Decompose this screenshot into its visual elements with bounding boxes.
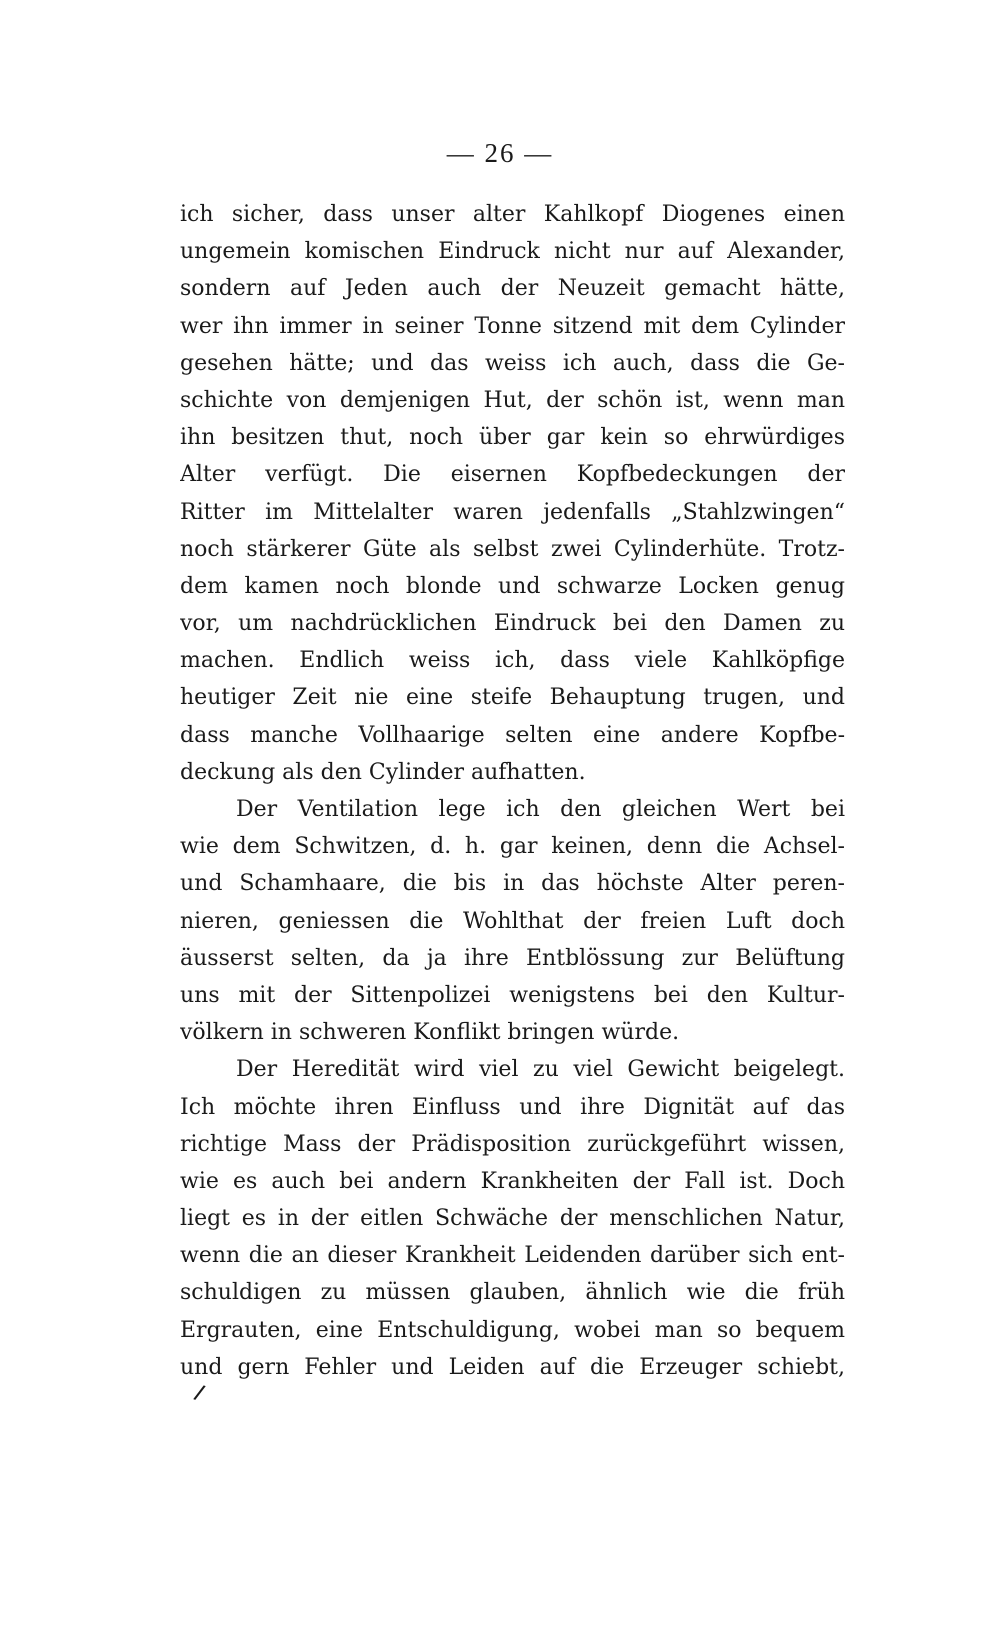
text-line: wenn die an dieser Krankheit Leidenden darüber sich ent- [180, 1243, 845, 1269]
paragraph-end-line: deckung als den Cylinder aufhatten. [180, 759, 586, 785]
stray-mark: / [192, 1379, 208, 1405]
text-line: gesehen hätte; und das weiss ich auch, dass die Ge- [180, 350, 845, 376]
text-line: liegt es in der eitlen Schwäche der menschlichen Natur, [180, 1206, 845, 1232]
text-line: ihn besitzen thut, noch über gar kein so ehrwürdiges [180, 425, 845, 451]
text-line: sondern auf Jeden auch der Neuzeit gemacht hätte, [180, 276, 845, 302]
text-line: Alter verfügt. Die eisernen Kopfbedeckungen der [180, 462, 845, 488]
text-line: vor, um nachdrücklichen Eindruck bei den Damen zu [180, 611, 845, 637]
text-line: Ich möchte ihren Einfluss und ihre Dignität auf das [180, 1094, 845, 1120]
text-line: und Schamhaare, die bis in das höchste Alter peren- [180, 871, 845, 897]
text-line: schichte von demjenigen Hut, der schön ist, wenn man [180, 387, 845, 413]
text-line: nieren, geniessen die Wohlthat der freien Luft doch [180, 908, 845, 934]
text-line: heutiger Zeit nie eine steife Behauptung trugen, und [180, 685, 845, 711]
text-line: wie es auch bei andern Krankheiten der Fall ist. Doch [180, 1168, 845, 1194]
text-line: wie dem Schwitzen, d. h. gar keinen, denn die Achsel- [180, 834, 845, 860]
text-line: Ergrauten, eine Entschuldigung, wobei man so bequem [180, 1317, 845, 1343]
text-line: dass manche Vollhaarige selten eine andere Kopfbe- [180, 722, 845, 748]
text-line: wer ihn immer in seiner Tonne sitzend mit dem Cylinder [180, 313, 845, 339]
text-line: noch stärkerer Güte als selbst zwei Cylinderhüte. Trotz- [180, 536, 845, 562]
text-line: äusserst selten, da ja ihre Entblössung zur Belüftung [180, 945, 845, 971]
text-line: ich sicher, dass unser alter Kahlkopf Diogenes einen [180, 202, 845, 227]
text-line: schuldigen zu müssen glauben, ähnlich wie die früh [180, 1280, 845, 1306]
text-line: ungemein komischen Eindruck nicht nur auf Alexander, [180, 239, 845, 265]
text-line: richtige Mass der Prädisposition zurückgeführt wissen, [180, 1131, 845, 1157]
text-line: dem kamen noch blonde und schwarze Locken genug [180, 573, 845, 599]
text-line: und gern Fehler und Leiden auf die Erzeuger schiebt, [180, 1354, 845, 1380]
paragraph-end-line: völkern in schweren Konflikt bringen würde. [180, 1020, 680, 1046]
text-line: uns mit der Sittenpolizei wenigstens bei den Kultur- [180, 982, 845, 1008]
text-line: Ritter im Mittelalter waren jedenfalls „Stahlzwingen“ [180, 499, 845, 525]
text-line: machen. Endlich weiss ich, dass viele Kahlköpfige [180, 648, 845, 674]
body-text [180, 196, 845, 1386]
page-number: — 26 — [446, 138, 554, 168]
paragraph-start-line: Der Heredität wird viel zu viel Gewicht beigelegt. [236, 1057, 845, 1083]
paragraph-start-line: Der Ventilation lege ich den gleichen Wert bei [236, 797, 845, 822]
